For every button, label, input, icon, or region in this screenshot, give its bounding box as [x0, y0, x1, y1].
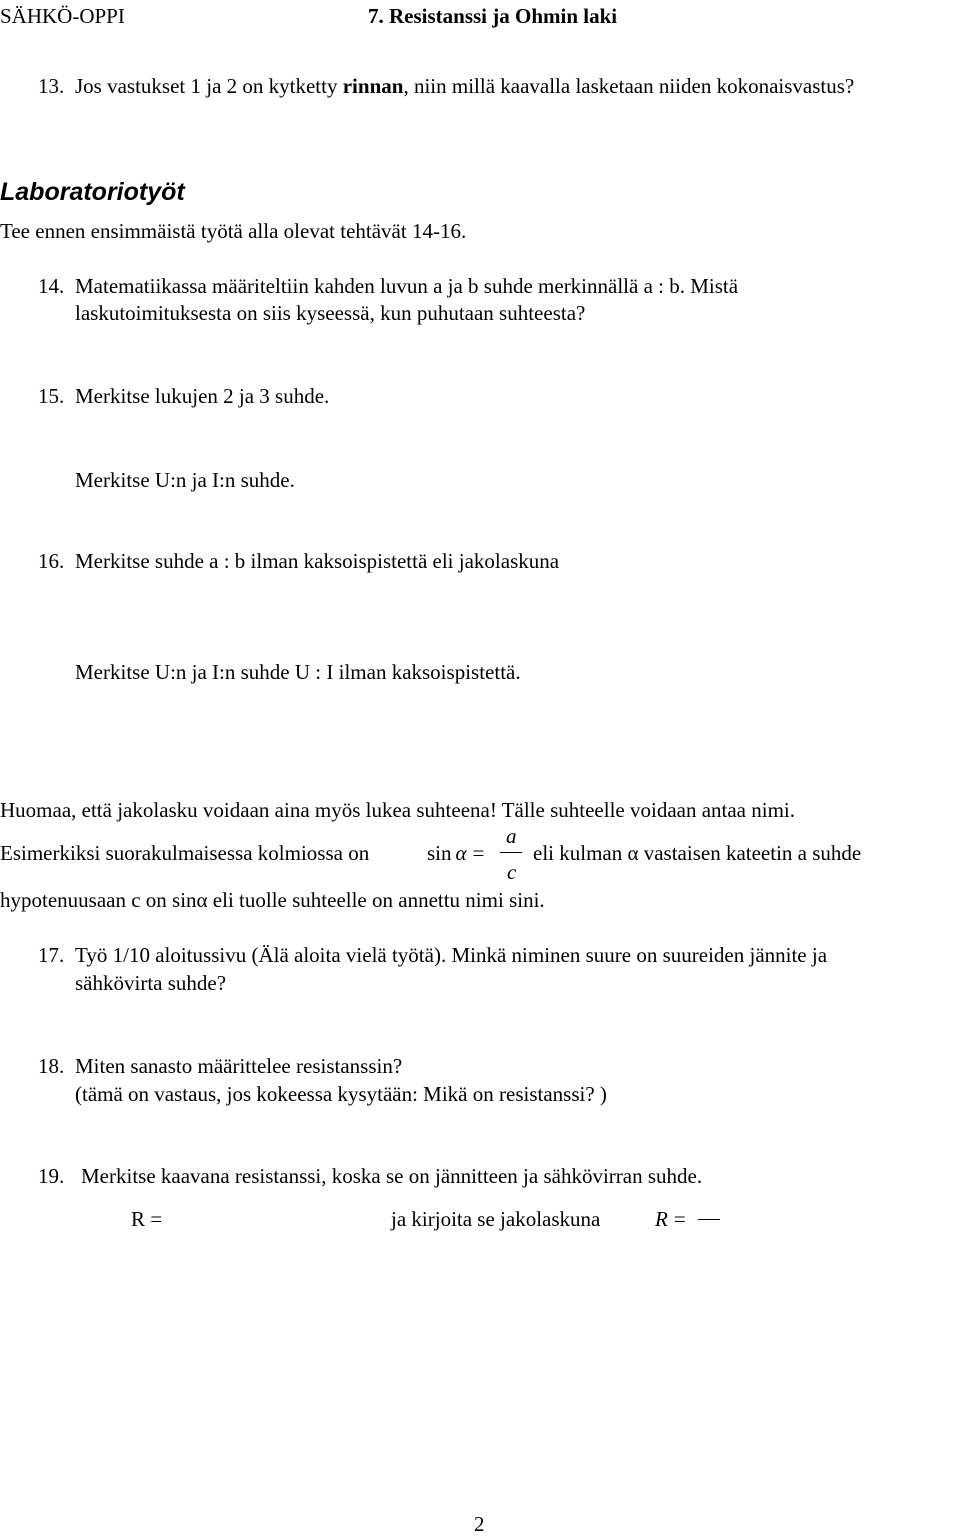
q18-number: 18. — [38, 1054, 65, 1078]
note-line2-before: Esimerkiksi suorakulmaisessa kolmiossa on — [0, 841, 370, 865]
formula-sin — [427, 843, 484, 864]
formula-fraction-bar — [500, 852, 522, 853]
q19-number: 19. — [38, 1164, 65, 1188]
note-line3: hypotenuusaan c on sinα eli tuolle suhteelle on annettu nimi sini. — [0, 888, 545, 912]
lab-heading: Laboratoriotyöt — [0, 178, 185, 206]
formula-alpha: α — [455, 841, 467, 865]
q14-line1: Matematiikassa määriteltiin kahden luvun a ja b suhde merkinnällä a : b. Mistä — [75, 274, 739, 298]
q15-line2: Merkitse U:n ja I:n suhde. — [75, 468, 295, 492]
q19-mid: ja kirjoita se jakolaskuna — [391, 1207, 601, 1231]
note-line2-after: eli kulman α vastaisen kateetin a suhde — [533, 841, 862, 865]
q18-line2: (tämä on vastaus, jos kokeessa kysytään: Mikä on resistanssi? ) — [75, 1082, 607, 1106]
formula-equals: = — [472, 841, 485, 865]
q17-line2: sähkövirta suhde? — [75, 971, 227, 995]
q19-fraction-bar — [698, 1219, 720, 1220]
q18-line1: Miten sanasto määrittelee resistanssin? — [75, 1054, 403, 1078]
q19-r-equals: R = — [131, 1207, 163, 1231]
q13-bold: rinnan — [342, 74, 404, 98]
q13-number: 13. — [38, 74, 65, 98]
q14-number: 14. — [38, 274, 65, 298]
q13-text-before: Jos vastukset 1 ja 2 on kytketty — [75, 74, 343, 98]
q15-number: 15. — [38, 384, 65, 408]
q16-line1: Merkitse suhde a : b ilman kaksoispistettä eli jakolaskuna — [75, 549, 560, 573]
formula-denominator: c — [507, 860, 517, 884]
q19-r-formula-equals: = — [673, 1207, 686, 1231]
q13-text-after: , niin millä kaavalla lasketaan niiden kokonaisvastus? — [403, 74, 855, 98]
header-chapter: 7. Resistanssi ja Ohmin laki — [368, 4, 618, 28]
q16-number: 16. — [38, 549, 65, 573]
header-subject: SÄHKÖ-OPPI — [0, 4, 125, 28]
note-line1: Huomaa, että jakolasku voidaan aina myös lukea suhteena! Tälle suhteelle voidaan antaa nimi. — [0, 798, 796, 822]
q19-r-formula — [655, 1209, 686, 1230]
q17-line1: Työ 1/10 aloitussivu (Älä aloita vielä työtä). Minkä niminen suure on suureiden jännite ja — [75, 943, 828, 967]
q19-r-symbol: R — [655, 1207, 668, 1231]
q17-number: 17. — [38, 943, 65, 967]
q14-line2: laskutoimituksesta on siis kyseessä, kun puhutaan suhteesta? — [75, 301, 586, 325]
formula-sin-label: sin — [427, 841, 452, 865]
q19-line1: Merkitse kaavana resistanssi, koska se on jännitteen ja sähkövirran suhde. — [81, 1164, 703, 1188]
q15-line1: Merkitse lukujen 2 ja 3 suhde. — [75, 384, 330, 408]
q13-text — [75, 76, 854, 97]
lab-intro: Tee ennen ensimmäistä työtä alla olevat tehtävät 14-16. — [0, 219, 467, 243]
q16-line2: Merkitse U:n ja I:n suhde U : I ilman kaksoispistettä. — [75, 660, 521, 684]
page-number: 2 — [474, 1512, 485, 1536]
formula-numerator: a — [506, 824, 517, 848]
